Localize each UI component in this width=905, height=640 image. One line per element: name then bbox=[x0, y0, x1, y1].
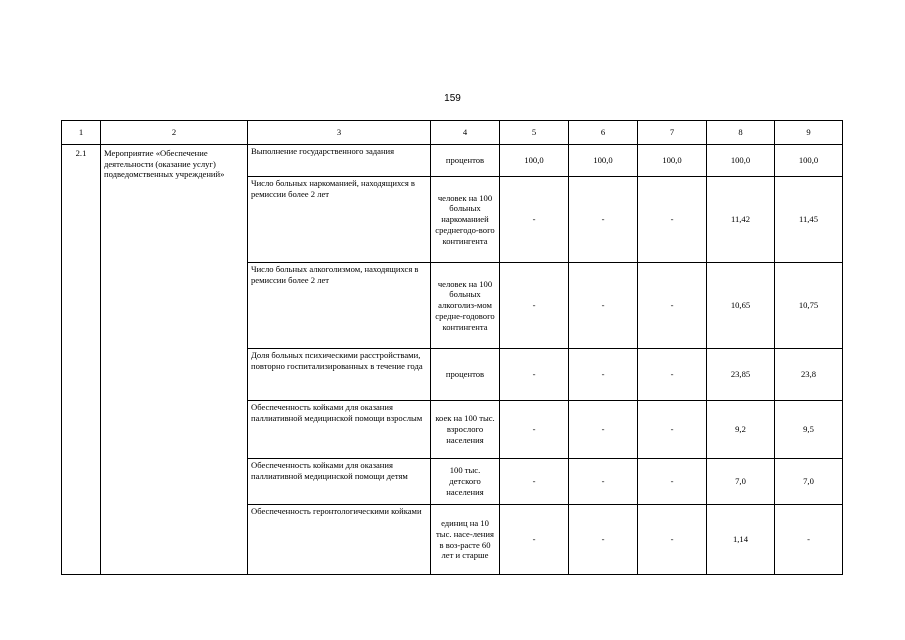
value-cell: - bbox=[500, 505, 569, 575]
value-cell: - bbox=[638, 177, 707, 263]
indicator-cell: Обеспеченность койками для оказания паллиативной медицинской помощи взрослым bbox=[248, 401, 431, 459]
section-title: Мероприятие «Обеспечение деятельности (оказание услуг) подведомственных учреждений» bbox=[101, 145, 248, 575]
value-cell: - bbox=[638, 505, 707, 575]
header-cell: 1 bbox=[62, 121, 101, 145]
indicator-cell: Доля больных психическими расстройствами, повторно госпитализированных в течение года bbox=[248, 349, 431, 401]
value-cell: 100,0 bbox=[638, 145, 707, 177]
value-cell: - bbox=[775, 505, 843, 575]
value-cell: - bbox=[638, 263, 707, 349]
unit-cell: процентов bbox=[431, 145, 500, 177]
value-cell: 23,85 bbox=[707, 349, 775, 401]
value-cell: 11,42 bbox=[707, 177, 775, 263]
value-cell: 100,0 bbox=[569, 145, 638, 177]
value-cell: - bbox=[569, 505, 638, 575]
value-cell: 100,0 bbox=[707, 145, 775, 177]
value-cell: - bbox=[500, 459, 569, 505]
value-cell: - bbox=[638, 459, 707, 505]
indicator-cell: Обеспеченность койками для оказания паллиативной медицинской помощи детям bbox=[248, 459, 431, 505]
header-cell: 2 bbox=[101, 121, 248, 145]
value-cell: 10,65 bbox=[707, 263, 775, 349]
value-cell: - bbox=[569, 349, 638, 401]
header-row bbox=[62, 121, 843, 145]
indicator-cell: Выполнение государственного задания bbox=[248, 145, 431, 177]
unit-cell: человек на 100 больных алкоголиз-мом средне-годового контингента bbox=[431, 263, 500, 349]
value-cell: - bbox=[638, 401, 707, 459]
value-cell: 7,0 bbox=[775, 459, 843, 505]
value-cell: - bbox=[500, 263, 569, 349]
header-cell: 8 bbox=[707, 121, 775, 145]
header-cell: 9 bbox=[775, 121, 843, 145]
unit-cell: 100 тыс. детского населения bbox=[431, 459, 500, 505]
header-cell: 7 bbox=[638, 121, 707, 145]
unit-cell: коек на 100 тыс. взрослого населения bbox=[431, 401, 500, 459]
value-cell: - bbox=[500, 401, 569, 459]
indicator-cell: Число больных наркоманией, находящихся в ремиссии более 2 лет bbox=[248, 177, 431, 263]
header-cell: 6 bbox=[569, 121, 638, 145]
section-number: 2.1 bbox=[62, 145, 101, 575]
table-row bbox=[62, 145, 843, 177]
value-cell: - bbox=[569, 459, 638, 505]
value-cell: - bbox=[638, 349, 707, 401]
unit-cell: единиц на 10 тыс. насе-ления в воз-расте 60 лет и старше bbox=[431, 505, 500, 575]
value-cell: 100,0 bbox=[775, 145, 843, 177]
header-cell: 5 bbox=[500, 121, 569, 145]
value-cell: 9,2 bbox=[707, 401, 775, 459]
page-number: 159 bbox=[444, 93, 461, 104]
unit-cell: процентов bbox=[431, 349, 500, 401]
value-cell: 11,45 bbox=[775, 177, 843, 263]
indicator-cell: Обеспеченность геронтологическими койками bbox=[248, 505, 431, 575]
value-cell: 100,0 bbox=[500, 145, 569, 177]
value-cell: 10,75 bbox=[775, 263, 843, 349]
indicator-cell: Число больных алкоголизмом, находящихся в ремиссии более 2 лет bbox=[248, 263, 431, 349]
indicators-table bbox=[61, 120, 843, 575]
value-cell: 1,14 bbox=[707, 505, 775, 575]
header-cell: 4 bbox=[431, 121, 500, 145]
value-cell: - bbox=[500, 177, 569, 263]
value-cell: 9,5 bbox=[775, 401, 843, 459]
unit-cell: человек на 100 больных наркоманией среднегодо-вого контингента bbox=[431, 177, 500, 263]
value-cell: 7,0 bbox=[707, 459, 775, 505]
value-cell: - bbox=[569, 401, 638, 459]
header-cell: 3 bbox=[248, 121, 431, 145]
value-cell: - bbox=[569, 177, 638, 263]
value-cell: - bbox=[569, 263, 638, 349]
value-cell: - bbox=[500, 349, 569, 401]
value-cell: 23,8 bbox=[775, 349, 843, 401]
